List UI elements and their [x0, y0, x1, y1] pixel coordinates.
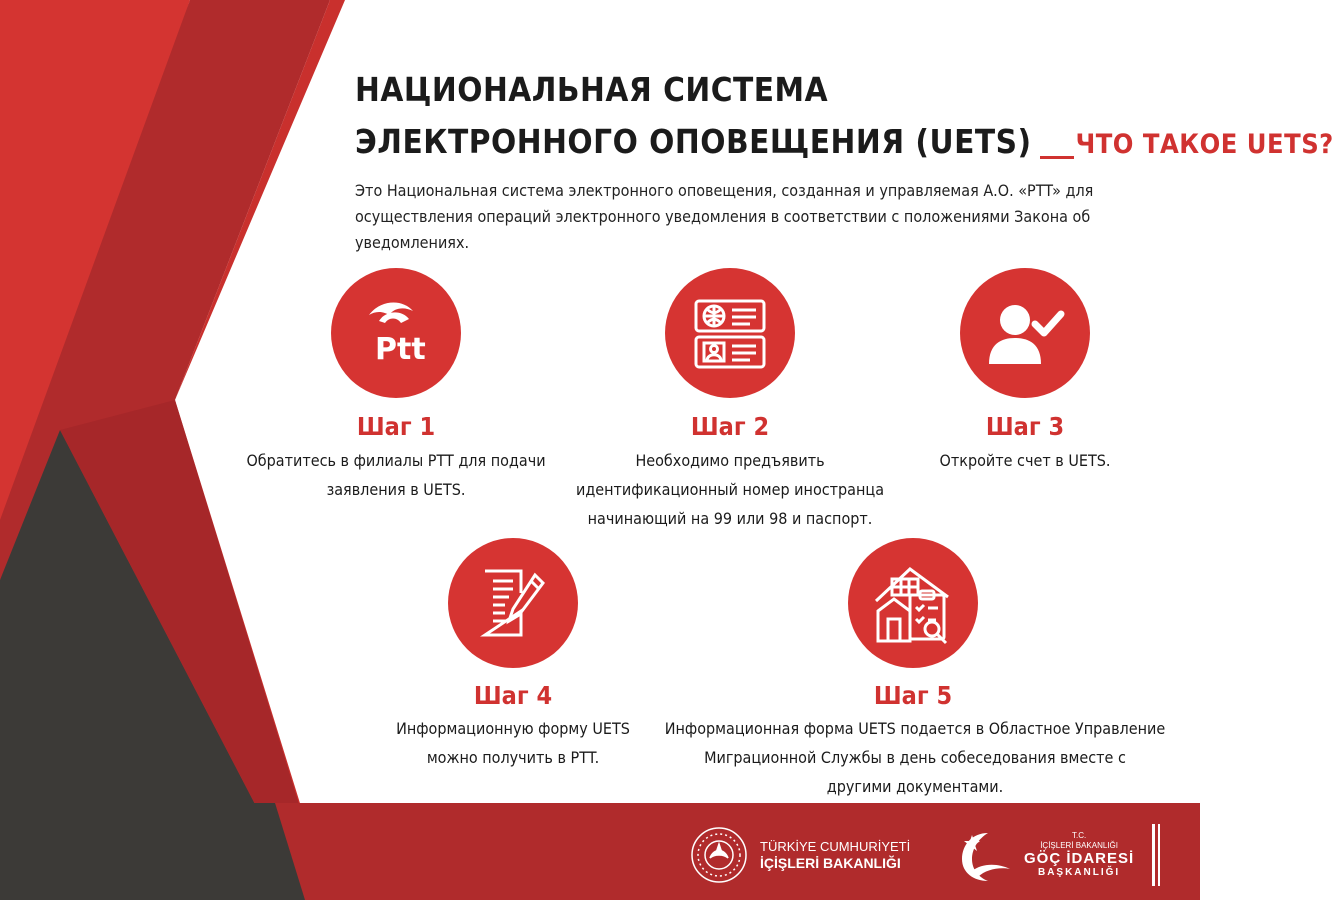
footer-dark-corner	[0, 803, 305, 900]
document-pen-icon	[475, 565, 551, 641]
step-4-icon-circle	[448, 538, 578, 668]
step-1-text	[200, 446, 592, 504]
ministry-line-1: TÜRKİYE CUMHURİYETİ	[760, 839, 911, 854]
subtitle-dash	[1040, 156, 1074, 159]
ministry-name	[760, 839, 910, 871]
goc-idaresi-name	[1024, 831, 1134, 879]
goc-idaresi-logo	[958, 820, 1160, 890]
step-5-text-line-2: Миграционной Службы в день собеседования вместе с	[704, 748, 1126, 767]
title-line-2	[355, 116, 1334, 171]
step-1-text-line-1: Обратитесь в филиалы PTT для подачи	[246, 451, 546, 470]
ministry-emblem-icon	[690, 826, 748, 884]
ptt-logo-text: Ptt	[375, 332, 426, 367]
step-3-text	[895, 446, 1155, 475]
step-1-icon-circle	[331, 268, 461, 398]
ministry-line-2: İÇİŞLERİ BAKANLIĞI	[760, 855, 901, 871]
goc-logo-bars	[1152, 824, 1160, 886]
subtitle	[1040, 129, 1334, 160]
building-checklist-icon	[870, 561, 956, 645]
step-5-icon-circle	[848, 538, 978, 668]
step-4-text	[353, 714, 673, 772]
step-2-title: Шаг 2	[690, 412, 770, 441]
step-3-icon-circle	[960, 268, 1090, 398]
step-2-text-line-2: идентификационный номер иностранца	[575, 480, 885, 499]
intro-text: Это Национальная система электронного оповещения, созданная и управляемая А.О. «PTT» для осуществления операций электронного уведомления в соответствии с положениями Закона об уведомлениях.	[355, 181, 1094, 252]
step-3-text-line-1: Откройте счет в UETS.	[939, 451, 1111, 470]
step-5-title: Шаг 5	[873, 681, 953, 710]
step-4-text-line-1: Информационную форму UETS	[396, 719, 630, 738]
id-card-passport-icon	[690, 293, 770, 373]
step-2-text-line-3: начинающий на 99 или 98 и паспорт.	[587, 509, 873, 528]
title-line-1: НАЦИОНАЛЬНАЯ СИСТЕМА	[355, 70, 829, 109]
ministry-logo	[690, 822, 910, 888]
goc-line-1: T.C.	[1071, 831, 1087, 840]
step-3-title: Шаг 3	[985, 412, 1065, 441]
step-5-text-line-3: другими документами.	[826, 777, 1004, 796]
step-2-text-line-1: Необходимо предъявить	[635, 451, 825, 470]
goc-line-2: İÇİŞLERİ BAKANLIĞI	[1040, 841, 1118, 850]
page-title	[355, 64, 1334, 171]
goc-line-4: BAŞKANLIĞI	[1037, 867, 1121, 878]
step-2-text	[560, 446, 900, 533]
goc-line-3: GÖÇ İDARESİ	[1024, 850, 1135, 867]
step-4-title: Шаг 4	[473, 681, 553, 710]
user-check-icon	[983, 298, 1067, 368]
step-4-text-line-2: можно получить в PTT.	[426, 748, 600, 767]
step-5-text	[660, 714, 1170, 801]
crescent-star-icon	[958, 827, 1014, 883]
step-5-text-line-1: Информационная форма UETS подается в Областное Управление	[664, 719, 1166, 738]
subtitle-text: ЧТО ТАКОЕ UETS?	[1075, 129, 1334, 160]
step-2-icon-circle	[665, 268, 795, 398]
ptt-logo-icon	[351, 293, 441, 373]
step-1-text-line-2: заявления в UETS.	[326, 480, 466, 499]
title-line-2-text: ЭЛЕКТРОННОГО ОПОВЕЩЕНИЯ (UETS)	[355, 122, 1032, 161]
step-1-title: Шаг 1	[356, 412, 436, 441]
